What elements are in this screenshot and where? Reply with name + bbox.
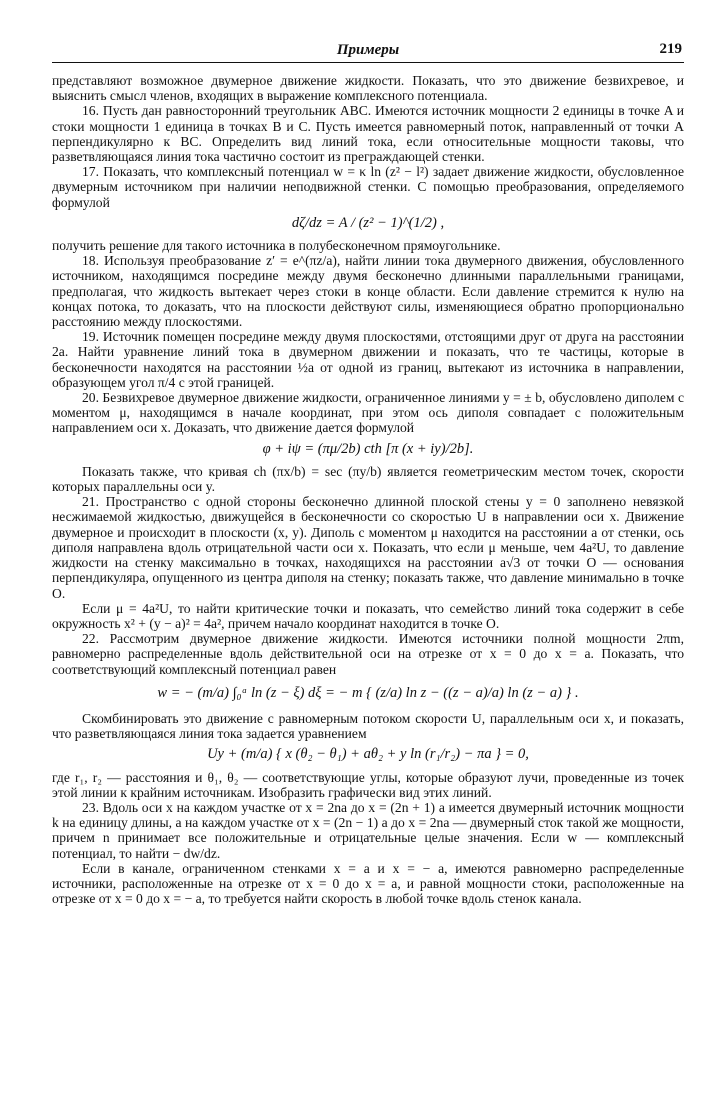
problem-21-cont: Если μ = 4a²U, то найти критические точки и показать, что семейство линий тока содержит в себе окружность x² + (y − a)² = 4a², причем начало координат находится в точке O. [52,600,684,631]
problem-19: 19. Источник помещен посредине между двумя плоскостями, отстоящими друг от друга на расстоянии 2a. Найти уравнение линий тока в двумерном движении и показать, что те частицы, которые в бесконечности находятся на расстоянии ½a от одной из границ, вытекают из источника в направлении, образующем угол π/4 с этой границей. [52,329,684,390]
problem-23-cont: Если в канале, ограниченном стенками x = a и x = − a, имеются равномерно распределенные источники, расположенные на отрезке от x = 0 до x = a, и равной мощности стоки, расположенные на отрезке от x = 0 до x = − a, то требуется найти скорость в любой точке вдоль стенок канала. [52,860,684,907]
problem-21: 21. Пространство с одной стороны бесконечно длинной плоской стены y = 0 заполнено невязкой несжимаемой жидкостью, движущейся в бесконечности со скоростью U в направлении оси x. Движение двумерное и происходит в плоскости (x, y). Диполь с моментом μ находится на расстоянии a от стенки, ось диполя направлена вдоль отрицательной части оси x. Показать, что если μ меньше, чем 4a²U, то давление жидкости на стенку максимально в точках, находящихся на расстоянии a√3 от точки O — основания перпендикуляра, опущенного из центра диполя на стенку; показать также, что давление минимально в точке O. [52,494,684,601]
formula-17: dζ/dz = A / (z² − 1)^(1/2) , [291,214,445,231]
problem-18: 18. Используя преобразование z′ = e^(πz/a), найти линии тока двумерного движения, обусловленного источником, находящимся посредине между двумя бесконечно длинными параллельными границами, предполагая, что жидкость вытекает через стоки в конце области. Если давление стремится к нулю на концах потока, то доказать, что на плоскости действуют силы, изменяющиеся обратно пропорционально расстоянию между плоскостями. [52,253,684,330]
problem-22-where: где r₁, r₂ — расстояния и θ₁, θ₂ — соответствующие углы, которые образуют лучи, проведенные из точек этой линии к крайним источникам. Изобразить графически вид этих линий. [52,769,684,800]
problem-20: 20. Безвихревое двумерное движение жидкости, ограниченное линиями y = ± b, обусловлено диполем с моментом μ, находящимся в начале координат, при этом ось диполя совпадает с положительным направлением оси x. Доказать, что движение дается формулой [52,390,684,436]
problem-22-after: Скомбинировать это движение с равномерным потоком скорости U, параллельным оси x, и показать, что разветвляющаяся линия тока задается уравнением [52,710,684,742]
formula-20: φ + iψ = (πμ/2b) cth [π (x + iy)/2b]. [262,440,474,457]
problem-20-after: Показать также, что кривая ch (πx/b) = sec (πy/b) является геометрическим местом точек, скорости которых параллельны оси y. [52,463,684,495]
page-number: 219 [659,41,682,57]
paragraph-continuation: представляют возможное двумерное движение жидкости. Показать, что это движение безвихревое, и выяснить смысл членов, входящих в выражение комплексного потенциала. [52,73,684,104]
problem-16: 16. Пусть дан равносторонний треугольник ABC. Имеются источник мощности 2 единицы в точке A и стоки мощности 1 единица в точках B и C. Пусть имеется равномерный поток, направленный от точки A перпендикулярно к BC. Определить вид линий тока, если относительные мощности таковы, что разветвляющаяся линия тока частично состоит из преграждающей стенки. [52,103,684,165]
book-page [52,40,684,906]
problem-22: 22. Рассмотрим двумерное движение жидкости. Имеются источники полной мощности 2πm, равномерно распределенные вдоль действительной оси на отрезке от x = 0 до x = a. Показать, что соответствующий комплексный потенциал равен [52,631,684,677]
running-title: Примеры [336,42,400,58]
problem-23: 23. Вдоль оси x на каждом участке от x = 2na до x = (2n + 1) a имеется двумерный источник мощности k на единицу длины, а на каждом участке от x = (2n − 1) a до x = 2na — двумерный сток такой же мощности, причем n принимает все положительные и отрицательные целые значения. Если w — комплексный потенциал, то найти − dw/dz. [52,799,684,861]
formula-22-stream: Uy + (m/a) { x (θ₂ − θ₁) + aθ₂ + y ln (r₁/r₂) − πa } = 0, [207,746,529,763]
formula-22: w = − (m/a) ∫₀ᵃ ln (z − ξ) dξ = − m { (z/a) ln z − ((z − a)/a) ln (z − a) } . [157,684,579,701]
problem-17: 17. Показать, что комплексный потенциал w = κ ln (z² − l²) задает движение жидкости, обусловленное двумерным источником при наличии неподвижной стенки. С помощью преобразования, определяемого формулой [52,164,684,210]
problem-17-after: получить решение для такого источника в полубесконечном прямоугольнике. [52,238,501,254]
page-header [52,40,684,63]
page-body [52,73,684,906]
